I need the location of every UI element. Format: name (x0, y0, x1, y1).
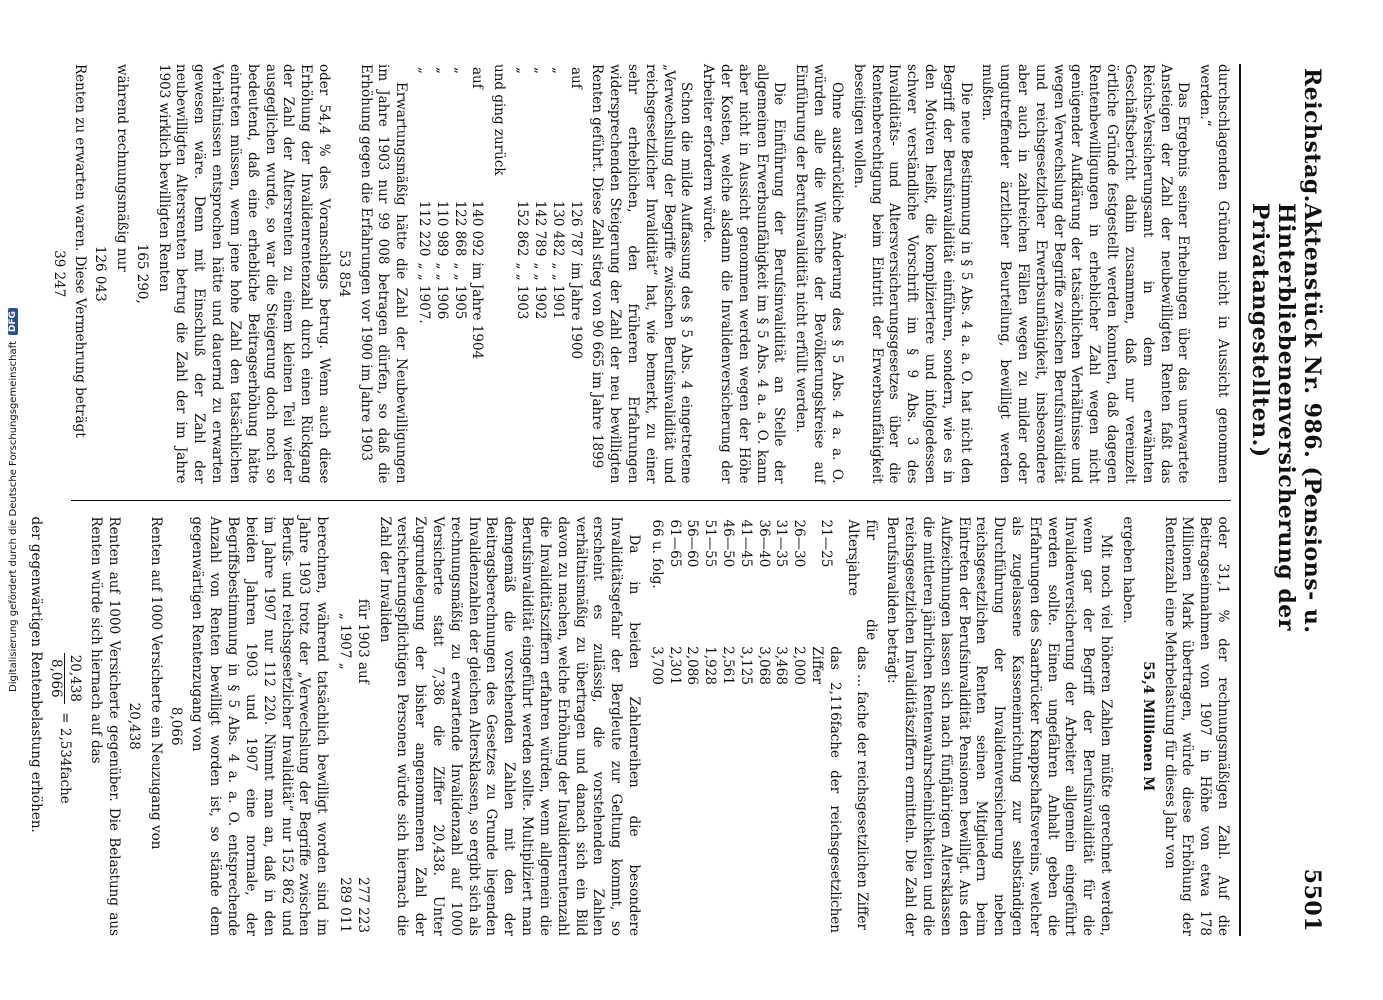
digitization-credit-text: Digitalisierung gefördert durch die Deutsche Forschungsgemeinschaft (7, 341, 19, 692)
row-value: 142 789 (531, 200, 548, 257)
header-title: Aktenstück Nr. 986. (Pensions- u. Hinterbliebenenversicherung der Privatangestellten.) (1247, 202, 1325, 634)
row-prefix: „ (433, 67, 450, 74)
mult-cell: 2,301 (666, 646, 683, 685)
page-header (1241, 64, 1327, 936)
column-left (50, 64, 1231, 484)
table-header-age: für die Altersjahre (844, 519, 879, 641)
paragraph: Mit noch viel höheren Zahlen müßte gerechnet werden, wenn gar der Begriff der Berufsinvalidität für die Invalidenversicherung der Arbeiter allgemein eingeführt werden sollte. Einen ungefähren Anhalt geben die Erfahrungen des Saarbrücker Knappschaftsvereins, welcher als zugelassene Kasseneinrichtung zur selbständigen Durchführung der Invalidenversicherung neben reichsgesetzlichen Renten seinen Mitgliedern beim Eintreten der Berufsinvalidität Pensionen bewilligt. Aus den Aufzeichnungen lassen sich nach fünfjährigen Altersklassen die mittleren jährlichen Rentenwahrscheinlichkeiten und die reichsgesetzlichen Invaliditätsziffern ermitteln. Die Zahl der Berufsinvaliden beträgt: (884, 516, 1115, 936)
mult-cell: das 2,116fache der reichsgesetzlichen Ziffer (809, 646, 843, 933)
row-prefix: „ (549, 67, 566, 74)
header-rule (1239, 64, 1241, 936)
row-value: 152 862 (514, 200, 531, 257)
mult-cell: 3,700 (648, 646, 665, 685)
age-cell: 66 u. folg. (648, 519, 665, 589)
row-prefix: auf (567, 67, 584, 89)
age-cell: 41—45 (737, 519, 754, 568)
page-number: 5501 (1299, 868, 1325, 932)
row-label: im Jahre 1904 (469, 262, 486, 360)
table-row (700, 517, 718, 937)
table-row (718, 517, 736, 937)
mult-cell: 2,086 (684, 646, 701, 685)
paragraph: Ohne ausdrückliche Änderung des § 5 Abs. 4 a. a. O. würden alle die Wünsche der Bevölkerungskreise auf Einführung der Berufsinvalidität nicht erfüllt werden. (793, 64, 845, 484)
row-label: im Jahre 1900 (567, 262, 584, 360)
table-row (414, 64, 432, 484)
table-row (754, 517, 772, 937)
paragraph: Renten auf 1000 Versicherte ein Neuzugang von (147, 516, 164, 850)
age-cell: 26—30 (791, 519, 808, 568)
paragraph: Renten auf 1000 Versicherte gegenüber. Die Belastung aus Renten würde sich hiernach auf das (88, 516, 123, 936)
paragraph: Die Einführung der Berufsinvalidität an Stelle der allgemeinen Erwerbsunfähigkeit im § 5 Abs. 4 a. a. O. kann aber nicht in Aussicht genommen werden wegen der Höhe der Kosten, welche alsdann die Invalidenversicherung der Arbeiter erfordern würde. (700, 64, 788, 484)
figure-value: 20,438 (126, 702, 143, 750)
paragraph: ergeben haben. (1119, 516, 1136, 624)
column-right (28, 516, 1231, 937)
row-label: „ „ 1905 (451, 262, 468, 320)
row-prefix: auf (469, 67, 486, 89)
table-row (683, 517, 701, 937)
header-left: Reichstag. (1299, 68, 1325, 203)
fraction-line (46, 517, 83, 937)
rotated-page-container (28, 40, 1337, 960)
table-row (512, 64, 530, 484)
document-page (28, 40, 1337, 960)
figure-value: 8,066 (167, 706, 184, 746)
row-value: 130 482 (549, 200, 566, 257)
row-value: 112 220 (416, 200, 433, 257)
paragraph: und ging zurück (491, 64, 508, 176)
two-column-body (28, 64, 1231, 936)
paragraph: Schon die milde Auffassung des § 5 Abs. 4 eingetretene „Verwechslung der Begriffe zwischen Berufsinvalidität und reichsgesetzlicher Invalidität“ hat, wie bemerkt, zu einer sehr erheblichen, den früheren Erfahrungen widersprechenden Steigerung der Zahl der neu bewilligten Renten geführt. Diese Zahl stieg von 90 665 im Jahre 1899 (589, 64, 695, 484)
table-header-row (843, 517, 879, 937)
row-label: „ „ 1907. (416, 262, 433, 324)
rents-increase-table (512, 64, 583, 484)
figure-value: 39 247 (50, 250, 67, 298)
table-row (450, 64, 468, 484)
age-cell: 51—55 (702, 519, 719, 568)
row-prefix: „ (514, 67, 531, 74)
fraction-result: = 2,534fache (56, 712, 73, 804)
paragraph: Renten zu erwarten waren. Diese Vermehrung beträgt (72, 64, 89, 438)
table-row (790, 517, 808, 937)
row-label: „ „ 1902 (531, 262, 548, 320)
row-label: „ 1907 „ (337, 612, 353, 670)
figure-value: 55,4 Millionen M (1139, 661, 1156, 792)
table-row (432, 64, 450, 484)
age-cell: 31—35 (773, 519, 790, 568)
paragraph: berechnen, während tatsächlich bewilligt worden sind im Jahre 1903 trotz der „Verwechslung der Begriffe zwischen Berufs- und reichsgesetzlicher Invalidität“ nur 152 862 und im Jahre 1907 nur 112 220. Nimmt man an, daß in den beiden Jahren 1903 und 1907 eine normale, der Begriffsbestimmung in § 5 Abs. 4 a. a. O. entsprechende Anzahl von Renten bewilligt worden ist, so stände dem gegenwärtigen Rentenzugang von (189, 516, 331, 936)
paragraph: Die neue Bestimmung in § 5 Abs. 4 a. a. O. hat nicht den Begriff der Berufsinvalidität einführen, sondern, wie es in den Motiven heißt, die kompliziertere und infolgedessen schwer verständliche Vorschrift im § 9 Abs. 3 des Invaliditäts- und Altersversicherungsgesetzes über die Rentenberechtigung beim Eintritt der Erwerbsunfähigkeit beseitigen wollen. (850, 64, 974, 484)
paragraph: der gegenwärtigen Rentenbelastung erhöhen. (28, 516, 44, 833)
paragraph: während rechnungsmäßig nur (114, 64, 131, 272)
mult-cell: 2,561 (720, 646, 737, 685)
table-header-mult: das ... fache der reichsgesetzlichen Ziffer (853, 646, 870, 930)
mult-cell: 3,468 (773, 646, 790, 685)
row-label: für 1903 auf (354, 598, 371, 684)
age-cell: 21—25 (818, 519, 835, 568)
row-value: 277 223 (354, 877, 371, 933)
column-divider (71, 500, 1231, 501)
fraction-numerator: 20,438 (64, 653, 83, 704)
age-cell: 46—50 (720, 519, 737, 568)
table-row (647, 517, 665, 937)
figure-value: 165 290, (133, 243, 150, 304)
row-prefix: „ (416, 67, 433, 74)
row-label: „ „ 1903 (514, 262, 531, 320)
mult-cell: 1,928 (702, 646, 719, 685)
paragraph: Da in beiden Zahlenreihen die besondere Invaliditätsgefahr der Bergleute zur Geltung kommt, so erscheint es zulässig, die vorstehenden Zahlen verhältnismäßig zu übertragen und danach sich ein Bild davon zu machen, welche Erhöhung der Invalidenrentenzahl die Invaliditätsziffern erfahren würden, wenn allgemein die Berufsinvalidität eingeführt werden sollte. Multipliziert man demgemäß die vorstehenden Zahlen mit den der Beitragsberechnungen des Gesetzes zu Grunde liegenden Invalidenzahlen der gleichen Altersklassen, so ergibt sich als rechnungsmäßig zu erwartende Invalidenzahl auf 1000 Versicherte statt 7,386 die Ziffer 20,438. Unter Zugrundelegung der bisher angenommenen Zahl der versicherungspflichtigen Personen würde sich hiernach die Zahl der Invaliden (376, 516, 642, 936)
digitization-credit-strip (0, 0, 26, 1000)
paragraph: oder 54,4 % des Voranschlags betrug. Wenn auch diese Erhöhung der Invalidenrentenzahl durch einen Rückgang der Zahl der Altersrenten zu einem kleinen Teil wieder ausgeglichen wurde, so war die Steigerung doch noch so bedeutend, daß eine erhebliche Beitragserhöhung hätte eintreten müssen, wenn jene hohe Zahl den tatsächlichen Verhältnissen entsprochen hätte und dauernd zu erwarten gewesen wäre. Denn mit Einschluß der Zahl der neubewilligten Altersrenten betrug die Zahl der im Jahre 1903 wirklich bewilligten Renten (155, 64, 332, 484)
figure-value: 53 854 (335, 250, 352, 298)
age-cell: 56—60 (684, 519, 701, 568)
fraction-denominator: 8,066 (47, 659, 64, 698)
row-value: 126 787 (567, 200, 584, 257)
age-cell: 36—40 (755, 519, 772, 568)
projected-invalids-table (335, 517, 371, 937)
invalidity-multiplier-table (647, 517, 879, 937)
row-prefix: „ (531, 67, 548, 74)
rents-decrease-table (414, 64, 485, 484)
mult-cell: 2,000 (791, 646, 808, 685)
table-row (736, 517, 754, 937)
age-cell: 61—65 (666, 519, 683, 568)
table-row (807, 517, 843, 937)
table-row (530, 64, 548, 484)
row-label: „ „ 1906 (433, 262, 450, 320)
table-row (665, 517, 683, 937)
table-row (468, 64, 486, 484)
row-label: „ „ 1901 (549, 262, 566, 320)
paragraph: Erwartungsmäßig hätte die Zahl der Neubewilligungen im Jahre 1903 nur 99 008 betragen dürfen, so daß die Erhöhung gegen die Erfahrungen vor 1900 im Jahre 1903 (357, 64, 410, 484)
fraction (46, 653, 83, 704)
row-value: 140 092 (469, 200, 486, 257)
paragraph: Das Ergebnis seiner Erhebungen über das unerwartete Ansteigen der Zahl der neubewilligten Renten faßt das Reichs-Versicherungsamt in dem erwähnten Geschäftsbericht dahin zusammen, daß nur vereinzelt örtliche Gründe festgestellt werden konnten, daß dagegen Rentenbewilligungen in erheblicher Zahl wegen nicht genügender Aufklärung der tatsächlichen Verhältnisse und wegen Verwechslung der Begriffe zwischen Berufsinvalidität und reichsgesetzlicher Erwerbsunfähigkeit, insbesondere aber auch in zahlreichen Fällen wegen zu milder oder ungutreffender ärztlicher Beurteilung, bewilligt werden mußten. (979, 64, 1192, 484)
table-row (548, 64, 566, 484)
mult-cell: 3,068 (755, 646, 772, 685)
row-value: 122 868 (451, 200, 468, 257)
row-value: 289 011 (337, 877, 353, 933)
table-row (353, 517, 371, 937)
row-prefix: „ (451, 67, 468, 74)
table-row (772, 517, 790, 937)
row-value: 110 989 (433, 200, 450, 257)
figure-value: 126 043 (92, 245, 109, 302)
dfg-logo: DFG (8, 308, 18, 335)
paragraph: oder 31,1 % der rechnungsmäßigen Zahl. Auf die Beitragseinnahmen von 1907 in Höhe von etwa 178 Millionen Mark übertragen, würde diese Erhöhung der Rentenzahl eine Mehrbelastung für dieses Jahr von (1161, 516, 1231, 936)
paragraph: durchschlagenden Gründen nicht in Aussicht genommen werden.“ (1197, 64, 1231, 484)
table-row (566, 64, 584, 484)
mult-cell: 3,125 (737, 646, 754, 685)
table-row (335, 517, 353, 937)
